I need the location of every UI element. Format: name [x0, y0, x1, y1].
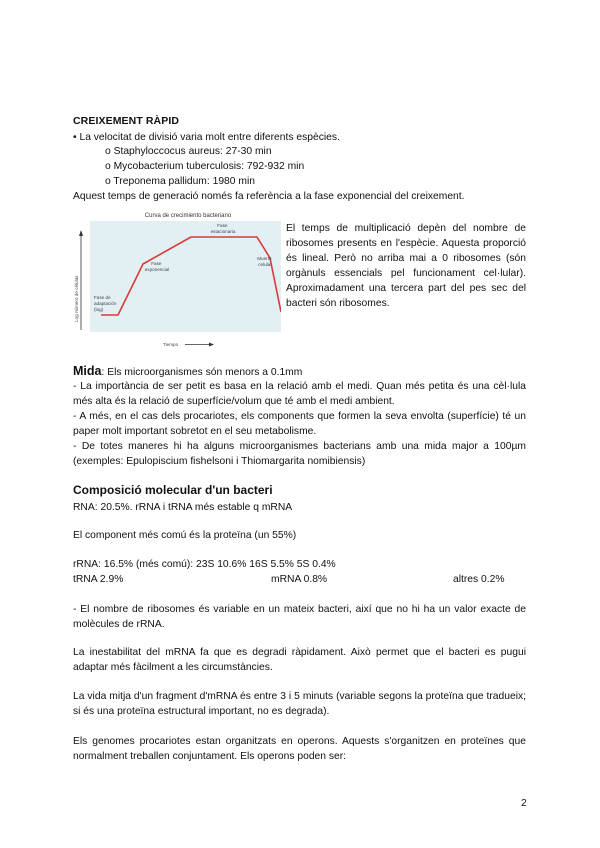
x-axis-arrowhead — [209, 343, 214, 347]
protein-line: El component més comú és la proteïna (un 55%) — [73, 530, 297, 541]
list-item: o Staphyloccocus aureus: 27-30 min — [105, 146, 272, 157]
page-number: 2 — [521, 798, 527, 809]
list-item: o Mycobacterium tuberculosis: 792-932 min — [105, 161, 305, 172]
trna-value: tRNA 2.9% — [73, 574, 124, 585]
mida-intro — [73, 364, 302, 380]
bullet-velocitat: • La velocitat de divisió varia molt entre diferents espècies. — [73, 132, 340, 143]
mida-paragraph-3: - De totes maneres hi ha alguns microorganismes bacterians amb una mida major a 100µm (exemples: Epulopiscium fishelsoni i Thiomargarita nomibiensis) — [73, 441, 526, 467]
y-axis-arrowhead — [79, 230, 83, 236]
phase-stationary-label: Fase estacionaria — [210, 223, 236, 234]
growth-curve-figure — [73, 210, 281, 352]
generation-note: Aquest temps de generació només fa referència a la fase exponencial del creixement. — [73, 191, 465, 202]
vida-mitja-paragraph: La vida mitja d'un fragment d'mRNA és entre 3 i 5 minuts (variable segons la proteïna que tradueix; si és una proteïna estructural important, no es degrada). — [73, 691, 526, 717]
mida-paragraph-2: - A més, en el cas dels procariotes, els components que formen la seva envolta (superfície) té un paper molt important sobretot en el seu metabolisme. — [73, 411, 526, 437]
mrna-value: mRNA 0.8% — [271, 574, 328, 585]
mida-intro-text: : Els microorganismes són menors a 0.1mm — [101, 367, 303, 378]
section-heading-creixement: CREIXEMENT RÀPID — [73, 115, 180, 127]
growth-curve-chart — [73, 210, 281, 352]
phase-exponential-label: Fase exponencial — [144, 261, 170, 272]
inestabilitat-paragraph: La inestabilitat del mRNA fa que es degradi ràpidament. Això permet que el bacteri es pugui adaptar més fàcilment a les circumstàncies. — [73, 647, 526, 673]
rrna-line: rRNA: 16.5% (més comú): 23S 10.6% 16S 5.5% 5S 0.4% — [73, 559, 336, 570]
y-axis-label: Log número de células — [74, 275, 79, 322]
altres-value: altres 0.2% — [453, 574, 505, 585]
ribosomes-paragraph: - El nombre de ribosomes és variable en un mateix bacteri, així que no hi ha un valor exacte de molècules de rRNA. — [73, 604, 526, 630]
mida-paragraph-1: - La importància de ser petit es basa en la relació amb el medi. Quan més petita és una cèl·lula més alta és la relació de superfície/volum que té amb el medi ambient. — [73, 381, 526, 407]
x-axis-label: Tiempo — [163, 342, 179, 347]
list-item: o Treponema pallidum: 1980 min — [105, 176, 255, 187]
figure-paragraph: El temps de multiplicació depèn del nombre de ribosomes presents en l'espècie. Aquesta proporció és lineal. Però no arriba mai a 0 ribosomes (són orgànuls essencials pel funcionament cel·lular). Aproximadament una tercera part del pes sec del bacteri són ribosomes. — [286, 223, 526, 309]
phase-death-label: Muerte celular — [257, 256, 272, 267]
composicio-heading: Composició molecular d'un bacteri — [73, 483, 273, 497]
genomes-paragraph: Els genomes procariotes estan organitzats en operons. Aquests s'organitzen en proteïnes que normalment treballen conjuntament. Els operons poden ser: — [73, 736, 526, 762]
chart-title: Curva de crecimiento bacteriano — [144, 213, 232, 219]
rna-line: RNA: 20.5%. rRNA i tRNA més estable q mRNA — [73, 502, 293, 513]
phase-lag-label: Fase de adaptación (lag) — [94, 295, 117, 312]
mida-label: Mida — [73, 364, 102, 378]
